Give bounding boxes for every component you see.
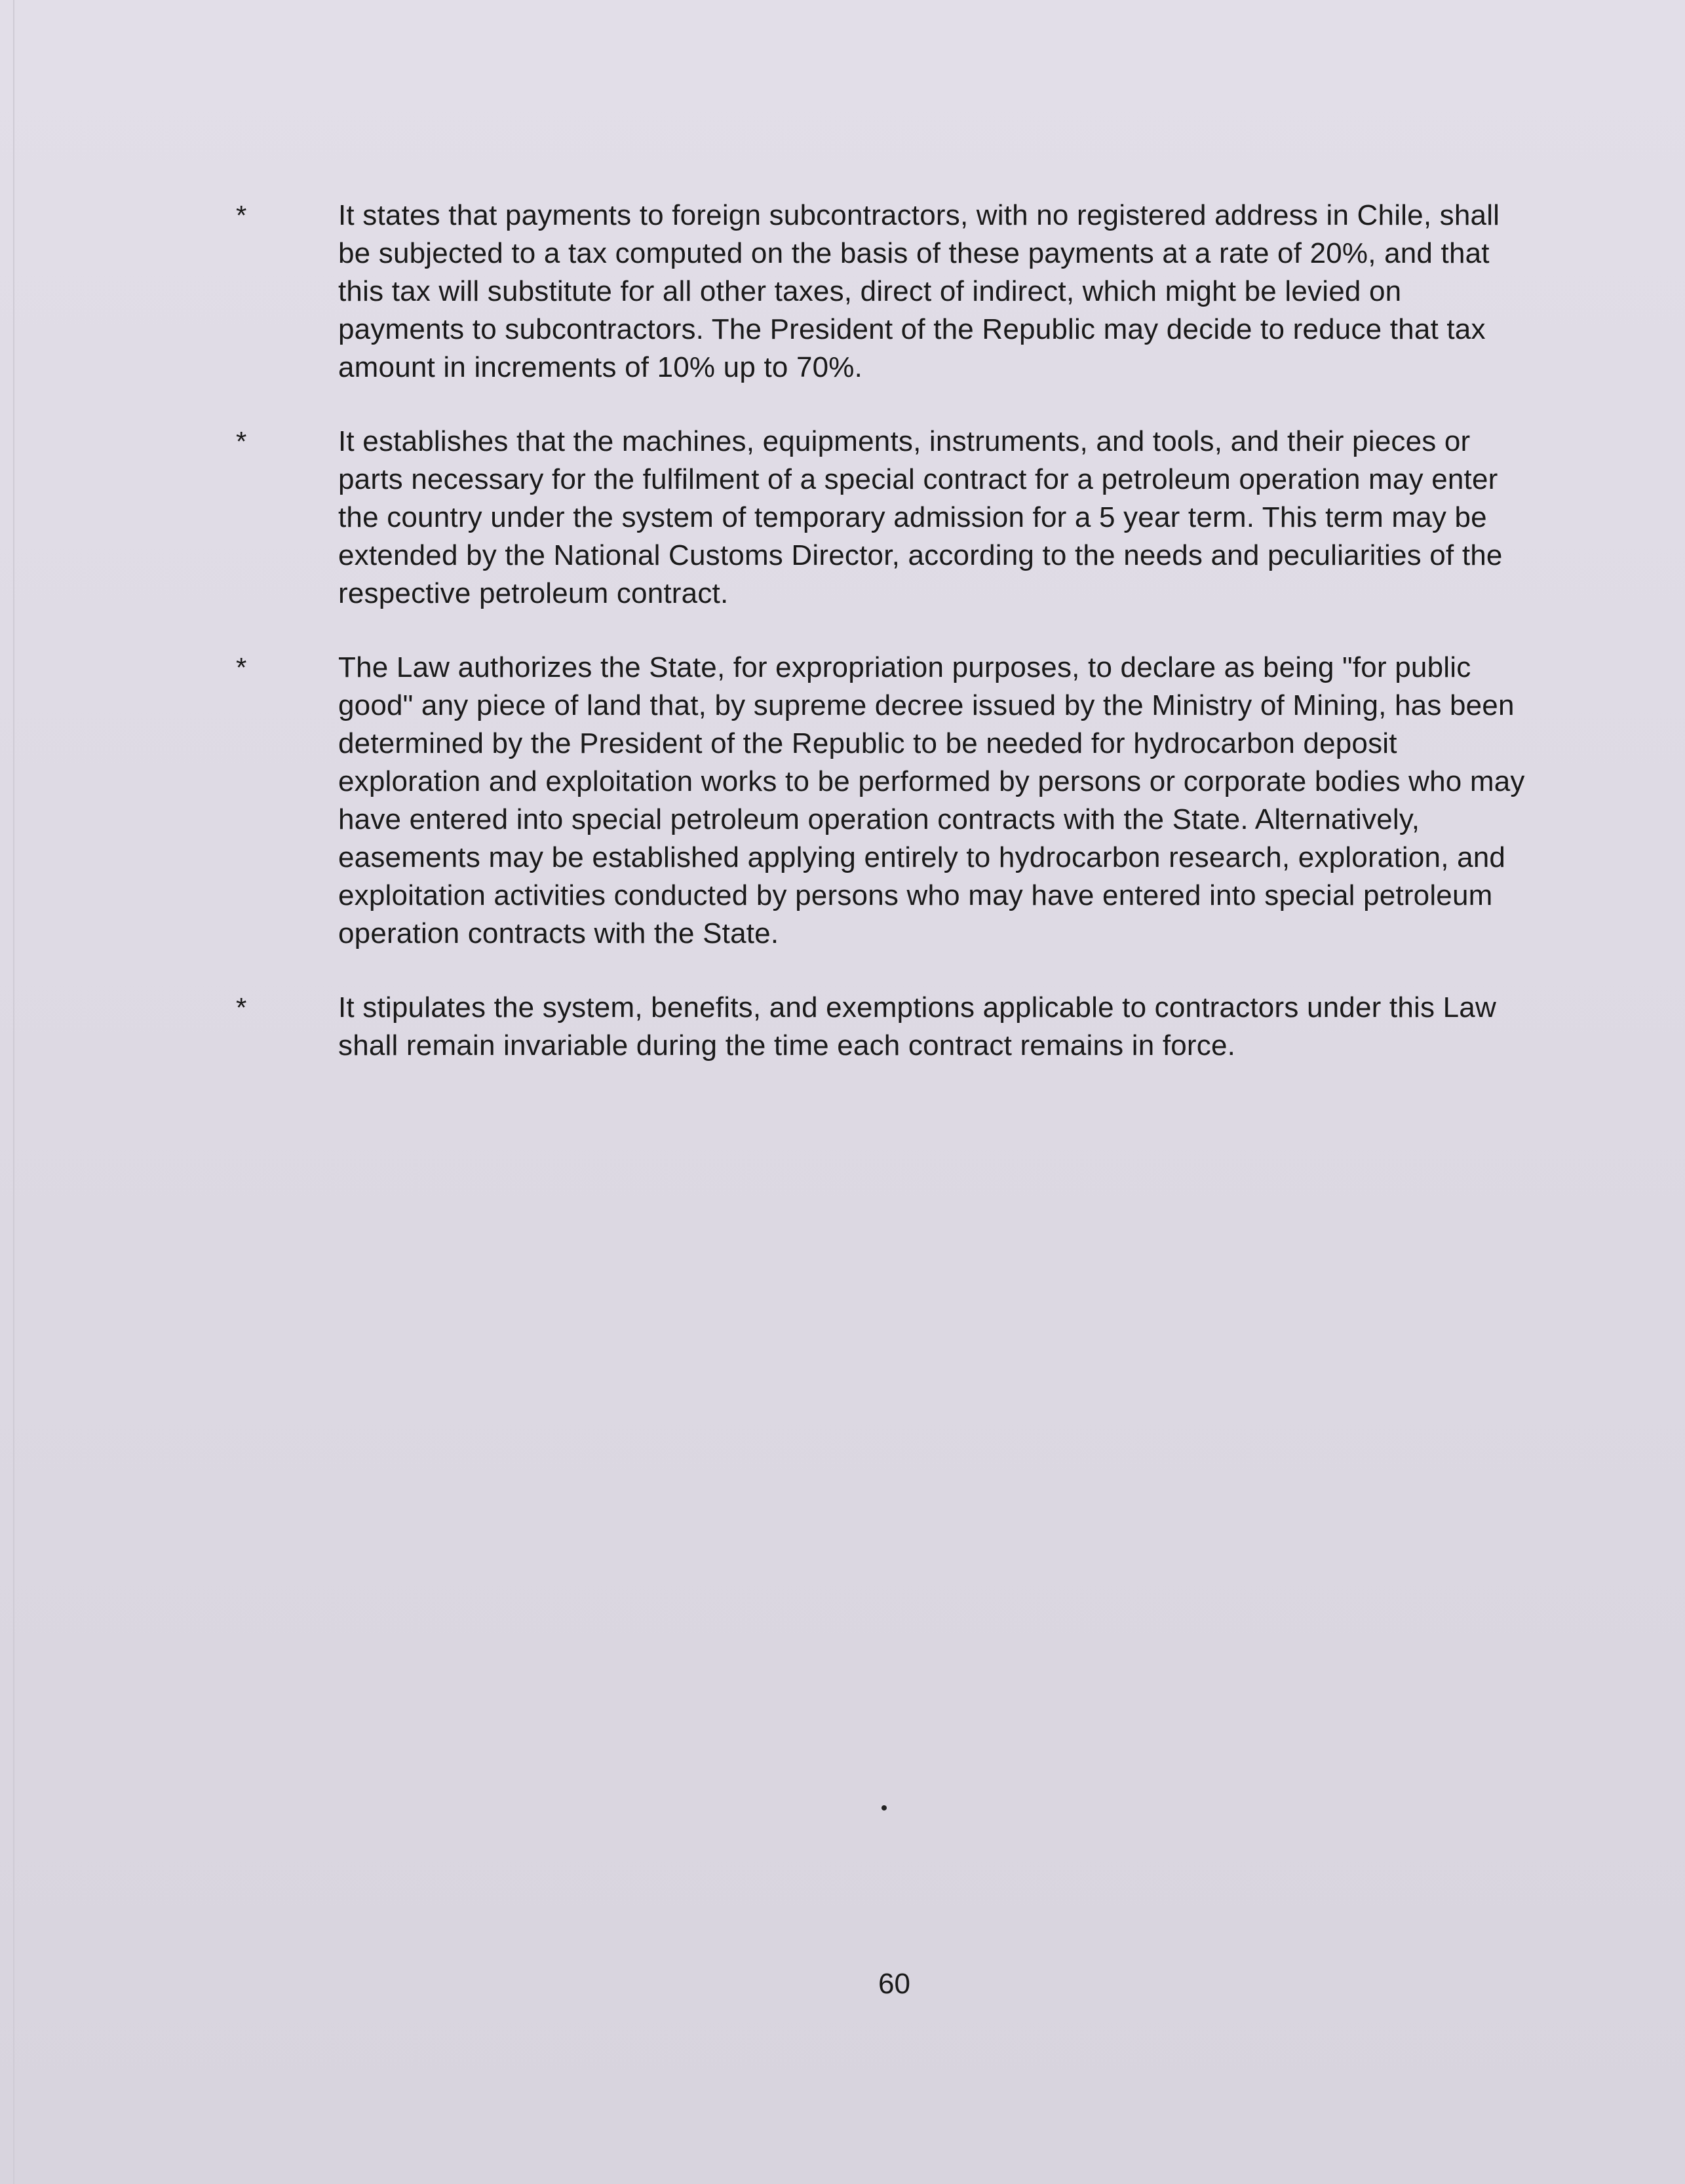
bullet-marker: * xyxy=(236,426,247,457)
page-number: 60 xyxy=(878,1968,910,2000)
list-item xyxy=(236,989,1534,1065)
document-body xyxy=(236,197,1534,1101)
list-item xyxy=(236,649,1534,953)
list-item-text: It states that payments to foreign subcontractors, with no registered address in Chile, shall be subjected to a tax computed on the basis of these payments at a rate of 20%, and that this tax will substitute for all other taxes, direct of indirect, which might be levied on payments to subcontractors. The President of the Republic may decide to reduce that tax amount in increments of 10% up to 70%. xyxy=(338,199,1500,383)
scan-speck xyxy=(881,1805,887,1810)
list-item-text: The Law authorizes the State, for expropriation purposes, to declare as being "for public good" any piece of land that, by supreme decree issued by the Ministry of Mining, has been determined by the President of the Republic to be needed for hydrocarbon deposit exploration and exploitation works to be performed by persons or corporate bodies who may have entered into special petroleum operation contracts with the State. Alternatively, easements may be established applying entirely to hydrocarbon research, exploration, and exploitation activities conducted by persons who may have entered into special petroleum operation contracts with the State. xyxy=(338,651,1525,949)
list-item-text: It stipulates the system, benefits, and exemptions applicable to contractors under this Law shall remain invariable during the time each contract remains in force. xyxy=(338,991,1496,1062)
list-item xyxy=(236,423,1534,613)
bullet-marker: * xyxy=(236,652,247,683)
list-item xyxy=(236,197,1534,387)
bullet-marker: * xyxy=(236,200,247,231)
bullet-marker: * xyxy=(236,992,247,1023)
list-item-text: It establishes that the machines, equipments, instruments, and tools, and their pieces or parts necessary for the fulfilment of a special contract for a petroleum operation may enter the country under the system of temporary admission for a 5 year term. This term may be extended by the National Customs Director, according to the needs and peculiarities of the respective petroleum contract. xyxy=(338,425,1503,609)
page-edge xyxy=(13,0,14,2184)
